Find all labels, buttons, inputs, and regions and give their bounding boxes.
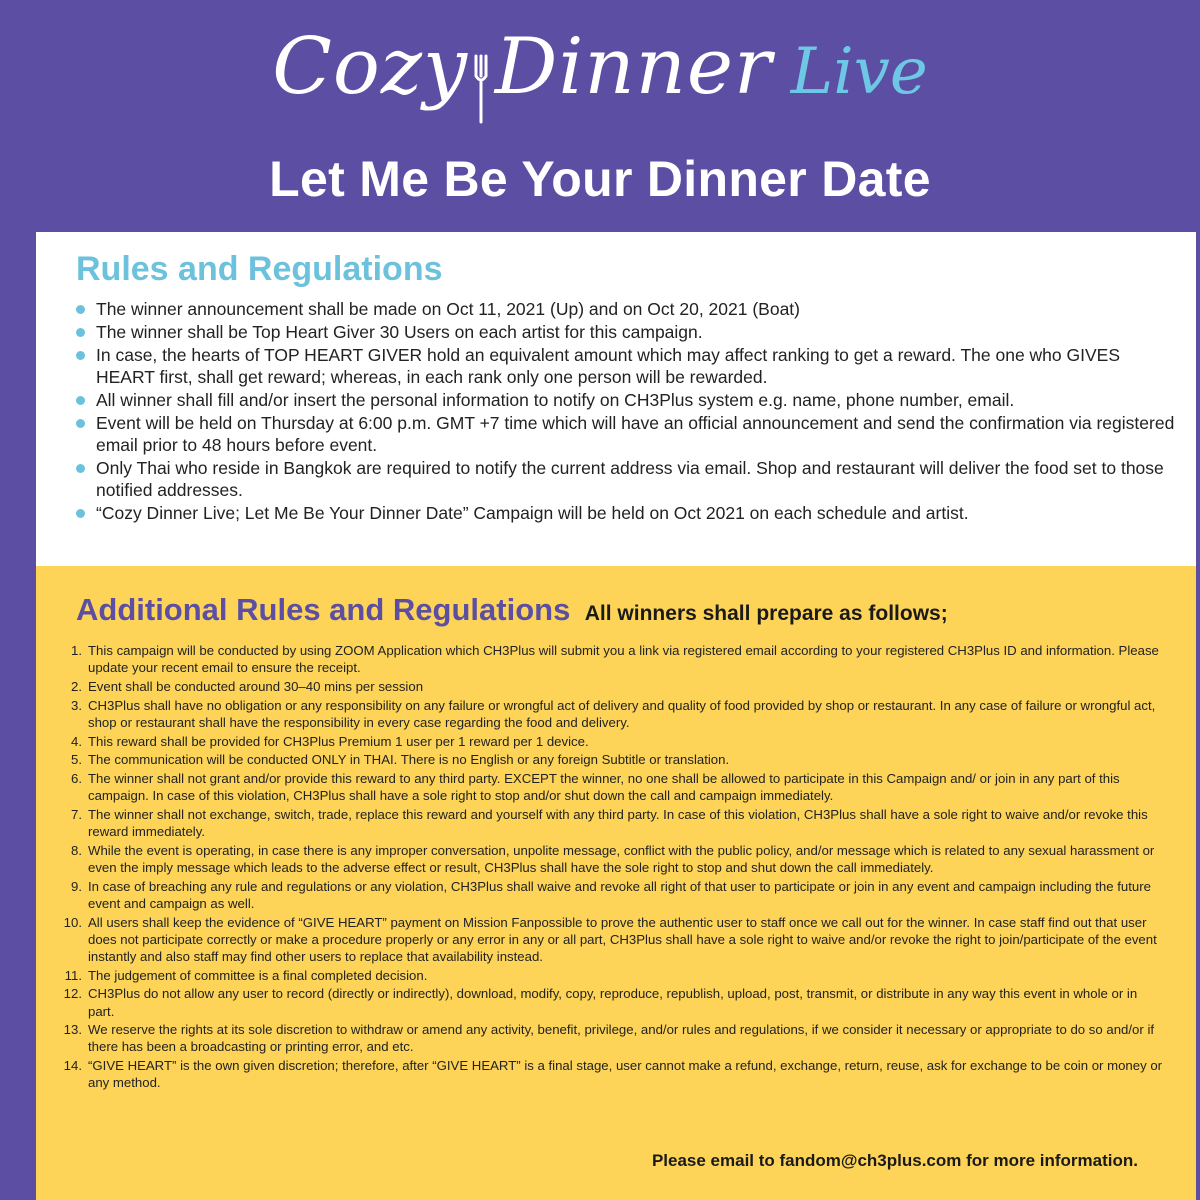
rule-number: 8. (71, 842, 82, 858)
rule-text: The winner shall be Top Heart Giver 30 Users on each artist for this campaign. (96, 322, 703, 342)
rule-text: The judgement of committee is a final completed decision. (88, 967, 428, 983)
rule-number: 7. (71, 806, 82, 822)
rule-number: 3. (71, 697, 82, 713)
additional-rules-title: Additional Rules and Regulations (76, 592, 571, 627)
rule-text: Event will be held on Thursday at 6:00 p.m. GMT +7 time which will have an official announcement and send the confirmation via registered email prior to 48 hours before event. (96, 413, 1175, 455)
page-subtitle: Let Me Be Your Dinner Date (269, 151, 931, 207)
rule-item (76, 457, 1176, 501)
rule-text: Event shall be conducted around 30–40 mins per session (88, 678, 424, 694)
bullet-icon (76, 328, 85, 337)
additional-rules-list (54, 642, 1164, 1093)
additional-rules-heading (76, 592, 948, 628)
rule-text: In case, the hearts of TOP HEART GIVER hold an equivalent amount which may affect ranking to get a reward. The one who GIVES HEART first, shall get reward; whereas, in each rank only one person will be rewarded. (96, 345, 1120, 387)
bullet-icon (76, 351, 85, 360)
bullet-icon (76, 419, 85, 428)
rule-text: We reserve the rights at its sole discretion to withdraw or amend any activity, benefit, privilege, and/or rules and regulations, if we consider it necessary or appropriate to do so and/or if there has been a broadcasting or printing error, and etc. (88, 1022, 1155, 1055)
numbered-rule-item (54, 985, 1164, 1019)
rule-text: The winner shall not exchange, switch, trade, replace this reward and yourself with any third party. In case of this violation, CH3Plus shall have a sole right to waive and/or revoke this reward immediately. (88, 806, 1148, 840)
rule-text: This reward shall be provided for CH3Plus Premium 1 user per 1 reward per 1 device. (88, 733, 589, 749)
numbered-rule-item (54, 751, 1164, 768)
bullet-icon (76, 509, 85, 518)
rule-number: 2. (71, 678, 82, 694)
rule-number: 10. (63, 914, 82, 930)
rules-title: Rules and Regulations (76, 250, 443, 288)
bullet-icon (76, 305, 85, 314)
rule-number: 5. (71, 752, 82, 768)
rule-text: All users shall keep the evidence of “GIVE HEART” payment on Mission Fanpossible to prove the authentic user to staff once we call out for the winner. In case staff find out that user does not participate correctly or make a procedure properly or any error in any or all part, CH3Plus shall have a sole right to waive and/or revoke the right to join/participate of the event instantly and also staff may find other users to replace that availability instead. (88, 914, 1157, 964)
fork-icon (474, 54, 488, 124)
numbered-rule-item (54, 697, 1164, 731)
bullet-icon (76, 464, 85, 473)
rule-item (76, 412, 1176, 456)
rule-text: This campaign will be conducted by using ZOOM Application which CH3Plus will submit you a link via registered email according to your registered CH3Plus ID and information. Please update your recent email to ensure the receipt. (88, 643, 1159, 676)
logo-word-dinner: Dinner (494, 22, 773, 112)
rule-text: While the event is operating, in case there is any improper conversation, unpolite message, conflict with the public policy, and/or message which is related to any sexual harassment or even the imply message which leads to the adverse effect or result, CH3Plus shall have the sole right to stop and shut down the call immediately. (88, 842, 1155, 875)
numbered-rule-item (54, 842, 1164, 876)
numbered-rule-item (54, 642, 1164, 676)
bullet-icon (76, 396, 85, 405)
rules-list (76, 298, 1176, 525)
rule-text: CH3Plus shall have no obligation or any responsibility on any failure or wrongful act of delivery and quality of food provided by shop or restaurant. In any case of failure or wrongful act, shop or restaurant shall have the responsibility in every case regarding the food and delivery. (88, 697, 1156, 730)
rule-number: 12. (63, 986, 82, 1002)
logo (0, 22, 1200, 124)
numbered-rule-item (54, 770, 1164, 804)
numbered-rule-item (54, 678, 1164, 695)
rule-text: Only Thai who reside in Bangkok are required to notify the current address via email. Shop and restaurant will deliver the food set to those notified addresses. (96, 458, 1164, 500)
rule-item (76, 389, 1176, 411)
logo-word-live: Live (790, 35, 928, 109)
contact-note: Please email to fandom@ch3plus.com for more information. (651, 1151, 1138, 1170)
rule-item (76, 502, 1176, 524)
numbered-rule-item (54, 914, 1164, 966)
rule-number: 4. (71, 733, 82, 749)
rule-text: The communication will be conducted ONLY in THAI. There is no English or any foreign Subtitle or translation. (88, 752, 730, 768)
rule-text: CH3Plus do not allow any user to record (directly or indirectly), download, modify, copy, reproduce, republish, upload, post, transmit, or distribute in any way this event in whole or in part. (88, 986, 1138, 1019)
numbered-rule-item (54, 878, 1164, 912)
rule-number: 13. (63, 1022, 82, 1038)
additional-rules-subtitle: All winners shall prepare as follows; (584, 602, 948, 625)
rule-number: 14. (63, 1058, 82, 1074)
rule-number: 1. (71, 643, 82, 658)
rule-number: 6. (71, 770, 82, 786)
rule-item (76, 321, 1176, 343)
numbered-rule-item (54, 1021, 1164, 1055)
header (0, 0, 1200, 232)
numbered-rule-item (54, 806, 1164, 840)
numbered-rule-item (54, 967, 1164, 984)
rule-text: All winner shall fill and/or insert the personal information to notify on CH3Plus system e.g. name, phone number, email. (96, 390, 1015, 410)
rule-number: 9. (71, 878, 82, 894)
numbered-rule-item (54, 733, 1164, 750)
additional-rules-panel (36, 566, 1196, 1200)
rule-text: “Cozy Dinner Live; Let Me Be Your Dinner Date” Campaign will be held on Oct 2021 on each schedule and artist. (96, 503, 969, 523)
logo-word-cozy: Cozy (272, 22, 469, 112)
numbered-rule-item (54, 1057, 1164, 1091)
rules-panel (36, 232, 1196, 566)
rule-item (76, 344, 1176, 388)
rule-text: The winner announcement shall be made on Oct 11, 2021 (Up) and on Oct 20, 2021 (Boat) (96, 299, 800, 319)
rule-text: “GIVE HEART” is the own given discretion; therefore, after “GIVE HEART” is a final stage, user cannot make a refund, exchange, return, reuse, ask for exchange to be coin or money or any method. (88, 1058, 1163, 1091)
rule-text: The winner shall not grant and/or provide this reward to any third party. EXCEPT the winner, no one shall be allowed to participate in this Campaign and/ or join in any part of this campaign. In case of this violation, CH3Plus shall have a sole right to stop and/or shut down the call and campaign immediately. (88, 770, 1120, 804)
rule-item (76, 298, 1176, 320)
rule-text: In case of breaching any rule and regulations or any violation, CH3Plus shall waive and revoke all right of that user to participate or join in any event and campaign including the future event and campaign as well. (88, 878, 1151, 911)
rule-number: 11. (64, 967, 82, 983)
